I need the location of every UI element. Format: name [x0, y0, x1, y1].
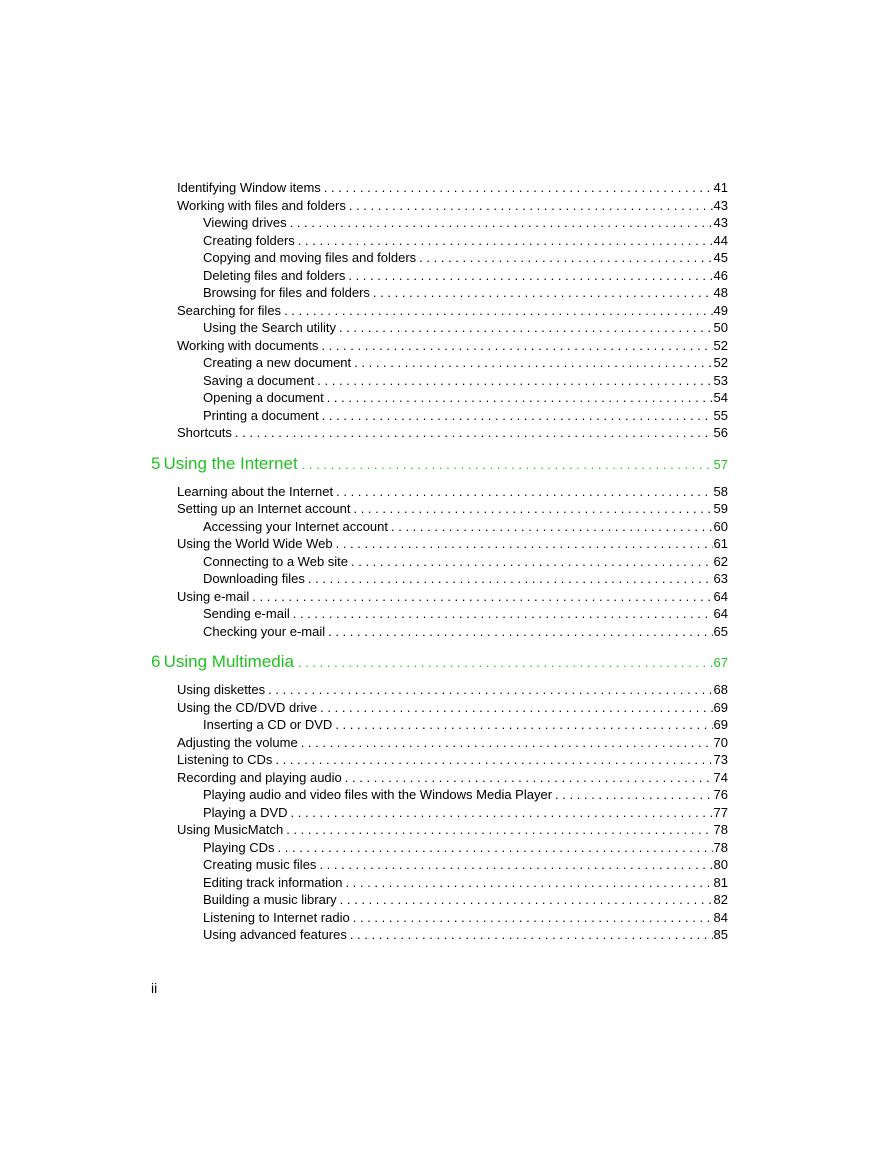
- dot-leader: [339, 319, 713, 337]
- entry-page-number: 45: [713, 250, 728, 265]
- chapter-heading[interactable]: [151, 452, 728, 476]
- entry-title: Listening to CDs: [177, 752, 273, 767]
- entry-title: Creating folders: [203, 232, 295, 248]
- entry-title: Shortcuts: [177, 425, 232, 440]
- entry-title: Accessing your Internet account: [203, 518, 388, 534]
- chapter-title: Using the Internet: [163, 453, 298, 473]
- dot-leader: [340, 891, 713, 909]
- toc-entry[interactable]: [177, 197, 728, 215]
- dot-leader: [308, 570, 713, 588]
- dot-leader: [275, 751, 712, 769]
- entry-page-number: 61: [713, 536, 728, 551]
- entry-title: Using MusicMatch: [177, 822, 284, 837]
- entry-title: Checking your e-mail: [203, 623, 326, 639]
- entry-title: Sending e-mail: [203, 606, 290, 621]
- entry-page-number: 68: [713, 682, 728, 697]
- entry-page-number: 48: [713, 285, 728, 300]
- toc-subentry[interactable]: [203, 354, 728, 372]
- toc-subentry[interactable]: [203, 909, 728, 927]
- entry-page-number: 77: [713, 804, 728, 820]
- toc-entry[interactable]: [177, 179, 728, 197]
- dot-leader: [351, 553, 713, 571]
- entry-title: Using e-mail: [177, 588, 250, 604]
- entry-page-number: 78: [713, 822, 728, 837]
- dot-leader: [353, 909, 713, 927]
- entry-title: Working with files and folders: [177, 197, 346, 213]
- dot-leader: [298, 232, 713, 250]
- entry-page-number: 41: [713, 180, 728, 195]
- dot-leader: [345, 769, 713, 787]
- entry-title: Learning about the Internet: [177, 483, 334, 499]
- entry-title: Playing CDs: [203, 839, 275, 855]
- dot-leader: [322, 407, 713, 425]
- dot-leader: [555, 786, 713, 804]
- dot-leader: [373, 284, 713, 302]
- dot-leader: [391, 518, 713, 536]
- toc-subentry[interactable]: [203, 518, 728, 536]
- toc-subentry[interactable]: [203, 716, 728, 734]
- entry-page-number: 70: [713, 734, 728, 750]
- dot-leader: [350, 926, 713, 944]
- entry-page-number: 50: [713, 320, 728, 335]
- entry-title: Browsing for files and folders: [203, 285, 370, 300]
- toc-subentry[interactable]: [203, 926, 728, 944]
- entry-page-number: 62: [713, 553, 728, 569]
- entry-page-number: 74: [713, 769, 728, 785]
- entry-page-number: 43: [713, 197, 728, 213]
- toc-subentry[interactable]: [203, 553, 728, 571]
- entry-page-number: 49: [713, 302, 728, 318]
- entry-page-number: 56: [713, 425, 728, 440]
- toc-subentry[interactable]: [203, 786, 728, 804]
- entry-title: Downloading files: [203, 571, 305, 586]
- toc-subentry[interactable]: [203, 284, 728, 302]
- entry-page-number: 73: [713, 752, 728, 767]
- toc-subentry[interactable]: [203, 874, 728, 892]
- toc-subentry[interactable]: [203, 267, 728, 285]
- chapter-number: 5: [151, 453, 161, 473]
- toc-entry[interactable]: [177, 699, 728, 717]
- toc-entry[interactable]: [177, 821, 728, 839]
- entry-page-number: 80: [713, 857, 728, 872]
- toc-subentry[interactable]: [203, 214, 728, 232]
- entry-title: Listening to Internet radio: [203, 909, 350, 925]
- entry-title: Searching for files: [177, 302, 282, 318]
- toc-subentry[interactable]: [203, 249, 728, 267]
- chapter-page-number: 67: [713, 655, 728, 670]
- entry-page-number: 59: [713, 501, 728, 516]
- toc-subentry[interactable]: [203, 407, 728, 425]
- entry-title: Using the Search utility: [203, 320, 336, 335]
- toc-entry[interactable]: [177, 483, 728, 501]
- toc-entry[interactable]: [177, 751, 728, 769]
- dot-leader: [328, 623, 712, 641]
- toc-subentry[interactable]: [203, 232, 728, 250]
- entry-title: Connecting to a Web site: [203, 553, 349, 569]
- entry-page-number: 53: [713, 372, 728, 388]
- entry-page-number: 52: [713, 355, 728, 370]
- toc-subentry[interactable]: [203, 856, 728, 874]
- dot-leader: [268, 681, 712, 699]
- dot-leader: [293, 605, 713, 623]
- table-of-contents: [0, 179, 893, 944]
- entry-page-number: 81: [713, 874, 728, 890]
- entry-page-number: 82: [713, 892, 728, 907]
- dot-leader: [321, 337, 712, 355]
- dot-leader: [290, 214, 713, 232]
- entry-title: Viewing drives: [203, 215, 287, 230]
- dot-leader: [298, 651, 713, 675]
- entry-title: Copying and moving files and folders: [203, 250, 417, 265]
- dot-leader: [301, 734, 713, 752]
- chapter-heading[interactable]: [151, 650, 728, 674]
- entry-page-number: 78: [713, 839, 728, 855]
- toc-entry[interactable]: [177, 681, 728, 699]
- dot-leader: [319, 856, 712, 874]
- dot-leader: [284, 302, 712, 320]
- toc-entry[interactable]: [177, 588, 728, 606]
- dot-leader: [302, 453, 713, 477]
- entry-page-number: 69: [713, 717, 728, 732]
- dot-leader: [335, 716, 712, 734]
- dot-leader: [235, 424, 713, 442]
- entry-page-number: 64: [713, 606, 728, 621]
- entry-title: Deleting files and folders: [203, 267, 346, 283]
- toc-entry[interactable]: [177, 734, 728, 752]
- toc-subentry[interactable]: [203, 804, 728, 822]
- entry-title: Adjusting the volume: [177, 734, 298, 750]
- dot-leader: [320, 699, 712, 717]
- entry-title: Identifying Window items: [177, 180, 321, 195]
- dot-leader: [336, 535, 713, 553]
- entry-page-number: 43: [713, 215, 728, 230]
- toc-subentry[interactable]: [203, 319, 728, 337]
- toc-subentry[interactable]: [203, 570, 728, 588]
- dot-leader: [324, 179, 713, 197]
- chapter-number: 6: [151, 652, 161, 671]
- entry-title: Playing a DVD: [203, 804, 288, 820]
- entry-title: Working with documents: [177, 337, 319, 353]
- entry-title: Building a music library: [203, 892, 337, 907]
- dot-leader: [345, 874, 712, 892]
- dot-leader: [348, 267, 712, 285]
- entry-page-number: 58: [713, 483, 728, 499]
- entry-title: Using advanced features: [203, 927, 347, 942]
- entry-page-number: 85: [713, 927, 728, 942]
- entry-page-number: 84: [713, 909, 728, 925]
- toc-subentry[interactable]: [203, 389, 728, 407]
- entry-title: Setting up an Internet account: [177, 501, 351, 516]
- entry-title: Printing a document: [203, 407, 319, 423]
- entry-page-number: 64: [713, 588, 728, 604]
- chapter-page-number: 57: [713, 456, 728, 472]
- toc-entry[interactable]: [177, 302, 728, 320]
- toc-subentry[interactable]: [203, 839, 728, 857]
- entry-page-number: 63: [713, 571, 728, 586]
- dot-leader: [317, 372, 712, 390]
- entry-page-number: 54: [713, 390, 728, 405]
- toc-entry[interactable]: [177, 769, 728, 787]
- entry-title: Opening a document: [203, 390, 324, 405]
- entry-title: Recording and playing audio: [177, 769, 342, 785]
- dot-leader: [252, 588, 712, 606]
- entry-page-number: 60: [713, 518, 728, 534]
- dot-leader: [278, 839, 713, 857]
- entry-title: Using the World Wide Web: [177, 536, 333, 551]
- dot-leader: [336, 483, 712, 501]
- dot-leader: [349, 197, 713, 215]
- entry-title: Playing audio and video files with the Windows Media Player: [203, 787, 553, 802]
- toc-subentry[interactable]: [203, 605, 728, 623]
- entry-title: Using diskettes: [177, 682, 266, 697]
- entry-page-number: 44: [713, 232, 728, 248]
- toc-entry[interactable]: [177, 500, 728, 518]
- entry-title: Saving a document: [203, 372, 315, 388]
- dot-leader: [354, 354, 712, 372]
- entry-title: Editing track information: [203, 874, 343, 890]
- entry-title: Creating a new document: [203, 355, 352, 370]
- toc-subentry[interactable]: [203, 372, 728, 390]
- dot-leader: [353, 500, 712, 518]
- entry-title: Inserting a CD or DVD: [203, 717, 333, 732]
- entry-page-number: 55: [713, 407, 728, 423]
- entry-page-number: 52: [713, 337, 728, 353]
- entry-page-number: 65: [713, 623, 728, 639]
- dot-leader: [327, 389, 713, 407]
- page-number: ii: [151, 980, 158, 996]
- entry-page-number: 76: [713, 787, 728, 802]
- toc-entry[interactable]: [177, 535, 728, 553]
- entry-title: Using the CD/DVD drive: [177, 699, 318, 715]
- dot-leader: [291, 804, 713, 822]
- dot-leader: [286, 821, 712, 839]
- toc-subentry[interactable]: [203, 891, 728, 909]
- toc-subentry[interactable]: [203, 623, 728, 641]
- entry-page-number: 46: [713, 267, 728, 283]
- dot-leader: [419, 249, 712, 267]
- entry-page-number: 69: [713, 699, 728, 715]
- toc-entry[interactable]: [177, 337, 728, 355]
- toc-entry[interactable]: [177, 424, 728, 442]
- chapter-title: Using Multimedia: [163, 652, 294, 671]
- entry-title: Creating music files: [203, 857, 317, 872]
